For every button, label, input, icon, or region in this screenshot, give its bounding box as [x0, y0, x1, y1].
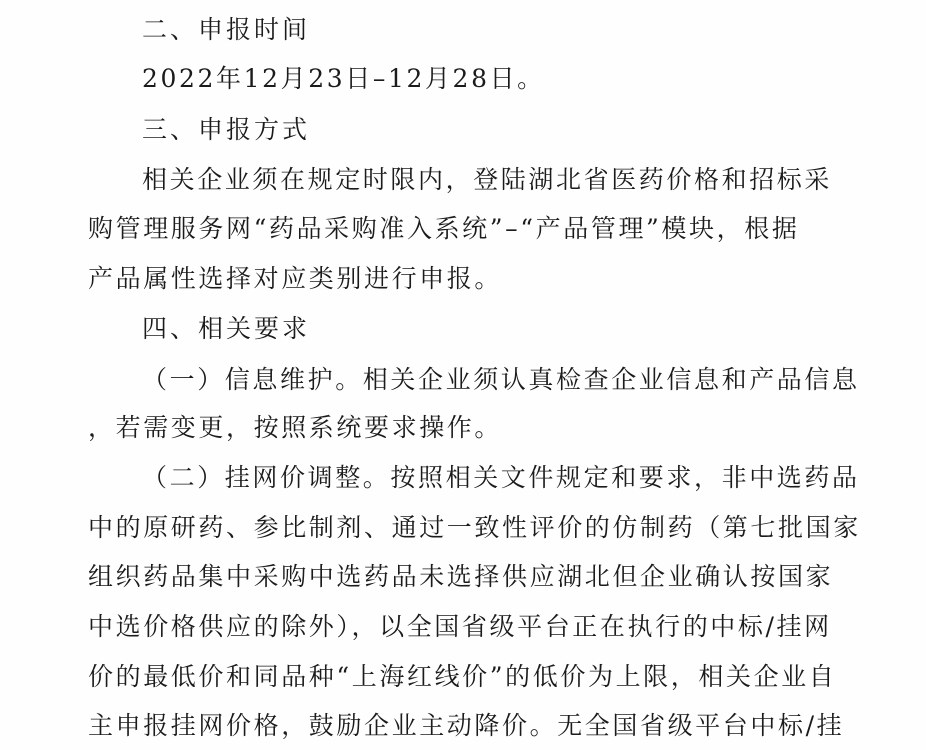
paragraph-line: 组织药品集中采购中选药品未选择供应湖北但企业确认按国家 [88, 562, 834, 591]
section-heading-requirements: 四、相关要求 [142, 314, 311, 343]
paragraph-line: 中选价格供应的除外），以全国省级平台正在执行的中标/挂网 [88, 612, 832, 641]
paragraph-line: 产品属性选择对应类别进行申报。 [88, 264, 503, 293]
paragraph-line: ，若需变更，按照系统要求操作。 [88, 413, 503, 442]
paragraph-line: 主申报挂网价格，鼓励企业主动降价。无全国省级平台中标/挂 [88, 711, 845, 740]
paragraph-line: 购管理服务网“药品采购准入系统”–“产品管理”模块，根据 [88, 214, 800, 243]
section-heading-application-method: 三、申报方式 [142, 115, 311, 144]
section-heading-application-time: 二、申报时间 [142, 15, 311, 44]
paragraph-line: （一）信息维护。相关企业须认真检查企业信息和产品信息 [142, 365, 860, 394]
paragraph-line: 价的最低价和同品种“上海红线价”的低价为上限，相关企业自 [88, 662, 837, 691]
paragraph-line: （二）挂网价调整。按照相关文件规定和要求，非中选药品 [142, 463, 860, 492]
paragraph-line: 相关企业须在规定时限内，登陆湖北省医药价格和招标采 [142, 165, 833, 194]
paragraph-line: 中的原研药、参比制剂、通过一致性评价的仿制药（第七批国家 [88, 513, 861, 542]
application-period-text: 2022年12月23日–12月28日。 [142, 64, 545, 93]
